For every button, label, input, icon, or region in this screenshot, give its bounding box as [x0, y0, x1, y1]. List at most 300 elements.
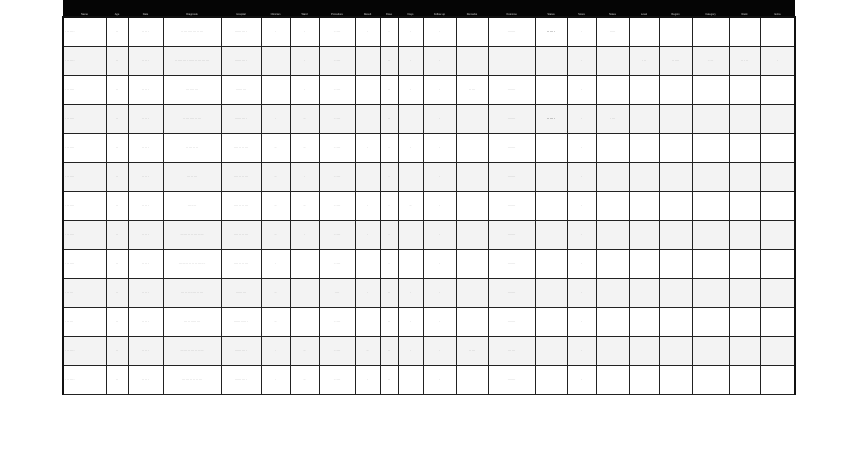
table-cell[interactable] — [729, 336, 760, 365]
table-cell[interactable] — [659, 75, 692, 104]
table-cell[interactable] — [629, 365, 659, 394]
table-cell[interactable]: · — [567, 336, 596, 365]
table-cell[interactable]: ··· ·· ·· ··· — [163, 75, 221, 104]
table-cell[interactable] — [729, 191, 760, 220]
table-cell[interactable]: · — [567, 220, 596, 249]
table-cell[interactable]: ······ ··· · — [221, 336, 261, 365]
table-cell[interactable] — [629, 307, 659, 336]
table-cell[interactable]: ·· — [290, 104, 319, 133]
table-cell[interactable] — [290, 249, 319, 278]
table-cell[interactable]: · — [290, 46, 319, 75]
table-cell[interactable]: ······ ·· ··· · — [221, 307, 261, 336]
table-cell[interactable]: · · ··· — [319, 365, 355, 394]
table-cell[interactable]: ·· — [106, 133, 128, 162]
table-cell[interactable]: · ·· ···· — [63, 220, 106, 249]
table-cell[interactable]: ·· — [398, 191, 423, 220]
table-cell[interactable]: · — [423, 249, 456, 278]
table-cell[interactable] — [596, 336, 629, 365]
table-cell[interactable]: ·· — [380, 307, 398, 336]
table-cell[interactable]: ·· — [106, 307, 128, 336]
table-cell[interactable] — [456, 162, 488, 191]
table-cell[interactable]: · — [398, 336, 423, 365]
table-cell[interactable]: ·· — [261, 220, 290, 249]
table-cell[interactable] — [355, 46, 380, 75]
table-cell[interactable]: · — [567, 17, 596, 46]
table-cell[interactable]: · — [355, 191, 380, 220]
table-cell[interactable]: ··· ···· — [488, 133, 535, 162]
table-cell[interactable]: ·· ··· ···· ·· ··· — [163, 104, 221, 133]
table-cell[interactable] — [629, 133, 659, 162]
table-cell[interactable] — [596, 162, 629, 191]
table-row[interactable] — [63, 133, 795, 162]
table-cell[interactable] — [456, 249, 488, 278]
table-cell[interactable]: · — [760, 46, 795, 75]
table-cell[interactable]: ·· — [106, 75, 128, 104]
table-cell[interactable] — [535, 336, 567, 365]
column-header[interactable]: Status — [535, 0, 567, 17]
column-header[interactable]: Category — [692, 0, 729, 17]
table-cell[interactable]: · — [355, 133, 380, 162]
column-header[interactable]: Notes — [596, 0, 629, 17]
table-row[interactable] — [63, 17, 795, 46]
table-cell[interactable] — [692, 17, 729, 46]
table-cell[interactable]: ··· ···· — [488, 191, 535, 220]
table-cell[interactable]: ·· ·· · — [128, 104, 163, 133]
table-cell[interactable] — [398, 162, 423, 191]
column-header[interactable]: Age — [106, 0, 128, 17]
table-cell[interactable]: ·· — [106, 336, 128, 365]
table-cell[interactable]: ··· ··· ·· ·· ··· ·· ··· — [163, 220, 221, 249]
table-cell[interactable] — [398, 220, 423, 249]
table-cell[interactable]: ··· ···· — [488, 365, 535, 394]
table-cell[interactable] — [596, 365, 629, 394]
table-cell[interactable] — [729, 365, 760, 394]
table-cell[interactable]: ·· ··· ···· ··· ·· ··· — [163, 17, 221, 46]
table-cell[interactable] — [596, 278, 629, 307]
table-cell[interactable] — [760, 220, 795, 249]
table-cell[interactable] — [692, 278, 729, 307]
table-cell[interactable]: ·· ·· · — [128, 162, 163, 191]
table-cell[interactable] — [760, 75, 795, 104]
column-header[interactable]: Remarks — [456, 0, 488, 17]
table-cell[interactable] — [535, 75, 567, 104]
table-row[interactable] — [63, 307, 795, 336]
table-cell[interactable]: ·· ···· ··· · ··· ·· ·· ··· ··· ··· — [163, 46, 221, 75]
table-cell[interactable]: ·· — [380, 278, 398, 307]
table-cell[interactable]: ······ ··· · — [221, 17, 261, 46]
table-cell[interactable]: ·· ··· — [456, 75, 488, 104]
table-cell[interactable]: ·· ··· — [456, 336, 488, 365]
table-cell[interactable] — [729, 307, 760, 336]
table-cell[interactable]: ·· ·· · — [128, 278, 163, 307]
table-cell[interactable] — [760, 191, 795, 220]
table-cell[interactable]: · — [567, 365, 596, 394]
table-cell[interactable]: ·· — [106, 365, 128, 394]
table-row[interactable] — [63, 191, 795, 220]
table-cell[interactable]: ·· ··· — [596, 17, 629, 46]
table-cell[interactable] — [659, 133, 692, 162]
table-cell[interactable]: ·· — [106, 249, 128, 278]
table-cell[interactable]: · — [261, 249, 290, 278]
table-cell[interactable] — [692, 307, 729, 336]
table-cell[interactable]: · · ··· — [319, 336, 355, 365]
table-cell[interactable] — [261, 46, 290, 75]
table-cell[interactable]: ·· — [380, 46, 398, 75]
table-cell[interactable]: ·· · ·· — [729, 46, 760, 75]
table-cell[interactable]: · — [380, 17, 398, 46]
table-cell[interactable] — [659, 336, 692, 365]
table-cell[interactable]: · — [423, 17, 456, 46]
table-cell[interactable] — [355, 162, 380, 191]
table-row[interactable] — [63, 46, 795, 75]
table-cell[interactable]: · ··· — [596, 104, 629, 133]
table-cell[interactable]: · — [423, 75, 456, 104]
table-cell[interactable]: ··· ·· ··· — [163, 162, 221, 191]
table-cell[interactable]: ·· ·· · — [128, 220, 163, 249]
column-header[interactable]: Follow up — [423, 0, 456, 17]
table-cell[interactable] — [596, 75, 629, 104]
table-cell[interactable]: · — [355, 278, 380, 307]
table-cell[interactable] — [535, 307, 567, 336]
table-cell[interactable]: · — [398, 307, 423, 336]
table-cell[interactable]: ·· — [261, 162, 290, 191]
table-cell[interactable] — [729, 249, 760, 278]
table-cell[interactable] — [535, 220, 567, 249]
table-cell[interactable]: · — [398, 46, 423, 75]
table-cell[interactable] — [692, 336, 729, 365]
table-cell[interactable]: · · ··· — [319, 46, 355, 75]
table-cell[interactable]: · — [380, 133, 398, 162]
table-cell[interactable]: · — [398, 278, 423, 307]
table-cell[interactable]: · — [398, 17, 423, 46]
table-row[interactable] — [63, 249, 795, 278]
table-cell[interactable]: · — [567, 133, 596, 162]
table-cell[interactable]: ··· ·· ····· ··· — [163, 307, 221, 336]
table-cell[interactable]: · ·· ···· — [63, 249, 106, 278]
table-cell[interactable] — [629, 278, 659, 307]
table-cell[interactable]: · ·· ··· · — [63, 336, 106, 365]
table-cell[interactable] — [760, 365, 795, 394]
table-cell[interactable]: · — [423, 307, 456, 336]
table-cell[interactable]: ··· ···· — [488, 278, 535, 307]
table-cell[interactable] — [456, 220, 488, 249]
table-cell[interactable]: · — [423, 278, 456, 307]
column-header[interactable]: Outcome — [488, 0, 535, 17]
table-cell[interactable] — [629, 162, 659, 191]
table-cell[interactable]: ··· ··· ·· ··· ·· ·· ··· — [163, 336, 221, 365]
table-cell[interactable] — [596, 220, 629, 249]
table-cell[interactable] — [629, 191, 659, 220]
table-cell[interactable]: · — [261, 365, 290, 394]
table-cell[interactable]: · ·· ··· · — [63, 365, 106, 394]
table-cell[interactable]: · ·· — [629, 46, 659, 75]
table-cell[interactable]: · ·· ··· — [63, 278, 106, 307]
table-cell[interactable]: · — [567, 75, 596, 104]
table-cell[interactable] — [535, 191, 567, 220]
table-cell[interactable] — [456, 307, 488, 336]
table-row[interactable] — [63, 104, 795, 133]
table-cell[interactable] — [760, 307, 795, 336]
table-cell[interactable]: · — [567, 104, 596, 133]
table-cell[interactable] — [398, 104, 423, 133]
table-cell[interactable]: · ·· ···· — [63, 191, 106, 220]
table-cell[interactable]: ·· — [261, 133, 290, 162]
table-cell[interactable] — [596, 191, 629, 220]
table-cell[interactable]: · ·· ···· — [63, 162, 106, 191]
table-cell[interactable]: ·· ··· · — [535, 17, 567, 46]
table-cell[interactable]: · — [380, 220, 398, 249]
table-cell[interactable]: ·· — [355, 336, 380, 365]
table-cell[interactable] — [629, 249, 659, 278]
table-row[interactable] — [63, 162, 795, 191]
table-cell[interactable]: ·· — [106, 104, 128, 133]
table-cell[interactable]: ······ ··· · — [221, 104, 261, 133]
table-cell[interactable] — [692, 365, 729, 394]
table-cell[interactable]: ··· ···· — [488, 307, 535, 336]
table-cell[interactable] — [659, 307, 692, 336]
table-cell[interactable] — [692, 133, 729, 162]
table-cell[interactable] — [760, 249, 795, 278]
table-cell[interactable]: ··· ···· — [488, 75, 535, 104]
column-header[interactable]: Score — [567, 0, 596, 17]
table-cell[interactable] — [355, 249, 380, 278]
table-cell[interactable]: · — [423, 191, 456, 220]
table-cell[interactable]: ·· ··· · — [535, 104, 567, 133]
table-cell[interactable]: ·· — [380, 75, 398, 104]
table-cell[interactable] — [692, 249, 729, 278]
table-cell[interactable] — [535, 46, 567, 75]
column-header[interactable]: Level — [629, 0, 659, 17]
column-header[interactable]: Name — [63, 0, 106, 17]
table-cell[interactable]: ···· ·· ·· ··· — [221, 133, 261, 162]
table-cell[interactable]: ·· — [106, 220, 128, 249]
table-cell[interactable] — [629, 220, 659, 249]
table-cell[interactable]: · — [423, 220, 456, 249]
table-cell[interactable]: · — [423, 365, 456, 394]
table-cell[interactable]: · ·· ··· · — [63, 17, 106, 46]
table-cell[interactable]: · — [380, 191, 398, 220]
table-cell[interactable]: ·· ·· · — [128, 365, 163, 394]
table-cell[interactable] — [398, 249, 423, 278]
table-cell[interactable]: · — [423, 104, 456, 133]
table-cell[interactable]: ·· ·· · — [128, 249, 163, 278]
table-cell[interactable] — [729, 162, 760, 191]
table-cell[interactable]: ·· ·· · — [128, 46, 163, 75]
table-cell[interactable] — [760, 278, 795, 307]
table-cell[interactable]: ·· — [261, 191, 290, 220]
table-cell[interactable]: · ·· ··· — [63, 307, 106, 336]
table-cell[interactable]: ·· ··· ·· ·· — [163, 133, 221, 162]
table-cell[interactable]: · ·· ···· — [63, 75, 106, 104]
column-header[interactable]: Hospital — [221, 0, 261, 17]
table-cell[interactable] — [659, 104, 692, 133]
table-cell[interactable] — [659, 191, 692, 220]
table-cell[interactable]: ··· ···· — [488, 17, 535, 46]
table-cell[interactable] — [535, 162, 567, 191]
table-cell[interactable] — [456, 104, 488, 133]
table-cell[interactable]: · ·· ···· — [63, 133, 106, 162]
table-cell[interactable]: ·· ···· — [659, 46, 692, 75]
table-cell[interactable]: · — [355, 220, 380, 249]
table-cell[interactable] — [729, 75, 760, 104]
table-cell[interactable] — [760, 104, 795, 133]
table-cell[interactable]: ······ ··· · — [221, 365, 261, 394]
table-cell[interactable] — [729, 133, 760, 162]
table-cell[interactable] — [729, 17, 760, 46]
table-cell[interactable] — [760, 162, 795, 191]
table-cell[interactable] — [355, 104, 380, 133]
column-header[interactable]: Date — [128, 0, 163, 17]
table-cell[interactable]: · — [398, 133, 423, 162]
table-cell[interactable] — [456, 17, 488, 46]
table-cell[interactable]: ··· ··· ·· ·· ·· ··· — [163, 365, 221, 394]
table-cell[interactable] — [456, 191, 488, 220]
table-cell[interactable]: ·· — [261, 278, 290, 307]
table-cell[interactable]: ··· ··· ·· ·· ·· ·· ··· ·· · — [163, 249, 221, 278]
table-cell[interactable]: ··· ·· ·· ·· ··· ·· ··· — [163, 278, 221, 307]
table-cell[interactable] — [629, 17, 659, 46]
table-cell[interactable]: ······ ··· — [221, 75, 261, 104]
table-cell[interactable] — [659, 17, 692, 46]
column-header[interactable]: Clinician — [261, 0, 290, 17]
table-cell[interactable] — [760, 336, 795, 365]
table-cell[interactable] — [596, 46, 629, 75]
table-cell[interactable] — [355, 75, 380, 104]
table-cell[interactable]: · — [423, 162, 456, 191]
column-header[interactable]: Rank — [729, 0, 760, 17]
table-cell[interactable]: ······ ··· — [221, 278, 261, 307]
table-cell[interactable]: ··· ···· — [488, 249, 535, 278]
table-cell[interactable]: · — [290, 162, 319, 191]
table-cell[interactable]: · — [567, 278, 596, 307]
table-cell[interactable]: · — [290, 75, 319, 104]
table-cell[interactable]: · · ·· — [692, 46, 729, 75]
table-cell[interactable]: · — [423, 133, 456, 162]
table-cell[interactable]: ·· — [290, 133, 319, 162]
table-cell[interactable]: · ··· — [319, 278, 355, 307]
table-cell[interactable]: · ·· ···· — [63, 104, 106, 133]
table-cell[interactable] — [535, 365, 567, 394]
table-row[interactable] — [63, 336, 795, 365]
table-cell[interactable]: ···· ·· ·· ··· — [221, 162, 261, 191]
table-cell[interactable]: ·· — [380, 104, 398, 133]
table-cell[interactable]: ·· — [106, 17, 128, 46]
table-cell[interactable]: ·· — [106, 46, 128, 75]
table-cell[interactable] — [596, 133, 629, 162]
table-cell[interactable] — [692, 104, 729, 133]
table-cell[interactable]: · · ··· — [319, 191, 355, 220]
table-cell[interactable]: ·· ·· · — [128, 75, 163, 104]
table-cell[interactable]: · — [567, 307, 596, 336]
table-cell[interactable] — [760, 133, 795, 162]
table-cell[interactable] — [629, 75, 659, 104]
table-cell[interactable] — [692, 220, 729, 249]
table-row[interactable] — [63, 75, 795, 104]
table-cell[interactable]: ··· ··· — [488, 336, 535, 365]
table-cell[interactable]: · — [290, 17, 319, 46]
table-cell[interactable]: ·· — [106, 278, 128, 307]
table-cell[interactable] — [290, 278, 319, 307]
table-cell[interactable]: ·· — [380, 336, 398, 365]
table-cell[interactable]: ·· — [290, 365, 319, 394]
table-cell[interactable]: ·· — [106, 191, 128, 220]
table-cell[interactable]: ·· ·· · — [128, 336, 163, 365]
table-cell[interactable] — [729, 278, 760, 307]
table-cell[interactable]: · — [567, 162, 596, 191]
table-cell[interactable]: ·· ·· · — [128, 17, 163, 46]
table-cell[interactable]: ·· — [380, 365, 398, 394]
table-cell[interactable]: · — [355, 365, 380, 394]
table-cell[interactable]: ·· ·· · — [128, 133, 163, 162]
table-cell[interactable] — [692, 191, 729, 220]
table-cell[interactable] — [535, 133, 567, 162]
column-header[interactable]: Days — [398, 0, 423, 17]
table-cell[interactable]: · · ··· — [319, 17, 355, 46]
column-header[interactable]: Extra — [760, 0, 795, 17]
table-cell[interactable] — [535, 249, 567, 278]
table-cell[interactable]: · · ··· — [319, 162, 355, 191]
table-cell[interactable] — [596, 249, 629, 278]
table-cell[interactable] — [596, 307, 629, 336]
column-header[interactable]: Ward — [290, 0, 319, 17]
table-row[interactable] — [63, 220, 795, 249]
column-header[interactable]: Procedure — [319, 0, 355, 17]
table-cell[interactable]: · · ··· — [319, 133, 355, 162]
table-cell[interactable] — [456, 365, 488, 394]
table-cell[interactable]: · · ··· — [319, 75, 355, 104]
table-cell[interactable]: ··· ···· — [488, 162, 535, 191]
table-cell[interactable] — [692, 162, 729, 191]
table-cell[interactable] — [355, 307, 380, 336]
column-header[interactable]: Result — [355, 0, 380, 17]
table-cell[interactable] — [629, 104, 659, 133]
table-cell[interactable] — [659, 365, 692, 394]
table-cell[interactable]: · — [261, 17, 290, 46]
table-cell[interactable] — [398, 365, 423, 394]
table-cell[interactable] — [659, 278, 692, 307]
table-cell[interactable]: · — [380, 249, 398, 278]
table-cell[interactable]: ·· ·· · — [128, 307, 163, 336]
table-cell[interactable] — [456, 278, 488, 307]
table-cell[interactable] — [261, 75, 290, 104]
column-header[interactable]: Region — [659, 0, 692, 17]
table-cell[interactable]: ·· ·· · — [128, 191, 163, 220]
table-cell[interactable] — [692, 75, 729, 104]
table-cell[interactable]: · — [567, 191, 596, 220]
table-cell[interactable]: · — [290, 220, 319, 249]
table-cell[interactable] — [290, 307, 319, 336]
table-cell[interactable] — [535, 278, 567, 307]
table-row[interactable] — [63, 278, 795, 307]
table-cell[interactable]: ···· ·· ·· ··· — [221, 191, 261, 220]
table-cell[interactable] — [629, 336, 659, 365]
table-cell[interactable] — [729, 220, 760, 249]
table-cell[interactable] — [659, 162, 692, 191]
table-cell[interactable]: · — [423, 46, 456, 75]
table-cell[interactable]: · — [567, 46, 596, 75]
table-cell[interactable]: · — [261, 336, 290, 365]
table-cell[interactable]: ·· — [261, 307, 290, 336]
table-cell[interactable]: · — [423, 336, 456, 365]
table-cell[interactable]: ······ ··· · — [221, 46, 261, 75]
table-cell[interactable]: ·· — [106, 162, 128, 191]
table-cell[interactable] — [659, 220, 692, 249]
table-cell[interactable] — [760, 17, 795, 46]
table-cell[interactable]: · — [567, 249, 596, 278]
table-cell[interactable] — [456, 133, 488, 162]
table-cell[interactable]: ·· — [290, 191, 319, 220]
table-cell[interactable]: ···· ·· ·· ··· — [221, 220, 261, 249]
